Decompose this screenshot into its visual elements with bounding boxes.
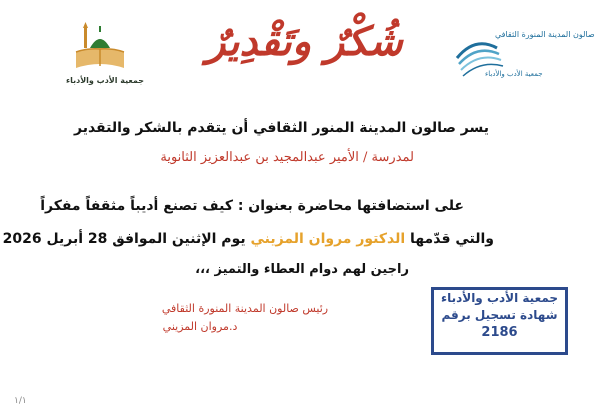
presenter-line-start: والتي قدّمها [405, 231, 494, 247]
society-logo-caption: جمعية الأدب والأدباء [66, 76, 145, 85]
salon-logo-caption: صالون المدينة المنورة الثقافي [495, 30, 595, 39]
lecture-line: على استضافتها محاضرة بعنوان : كيف تصنع أديباً مثقفاً مفكراً [40, 198, 464, 214]
registration-number: 2186 [481, 325, 518, 340]
registration-label: شهادة تسجيل برقم [441, 308, 558, 322]
salon-logo-subcaption: جمعية الأدب والأدباء [485, 70, 543, 78]
presenter-line-date: يوم الإثنين الموافق 28 أبريل 2026 [2, 231, 251, 247]
school-line: لمدرسة / الأمير عبدالمجيد بن عبدالعزيز الثانوية [160, 150, 414, 165]
intro-line: يسر صالون المدينة المنور الثقافي أن يتقدم بالشكر والتقدير [73, 120, 489, 136]
registration-stamp [431, 287, 568, 355]
signatory-name: د.مروان المزيني [162, 320, 238, 333]
presenter-line [3, 231, 494, 247]
presenter-name: الدكتور مروان المزيني [250, 231, 406, 247]
registration-org: جمعية الأدب والأدباء [440, 291, 559, 305]
signatory-title: رئيس صالون المدينة المنورة الثقافي [161, 302, 329, 315]
closing-line: راجين لهم دوام العطاء والتميز ،،، [195, 262, 409, 277]
certificate-title: شُكْرٌ وتَقْدِيرٌ [206, 18, 403, 65]
page-number: ١/١ [14, 396, 27, 406]
